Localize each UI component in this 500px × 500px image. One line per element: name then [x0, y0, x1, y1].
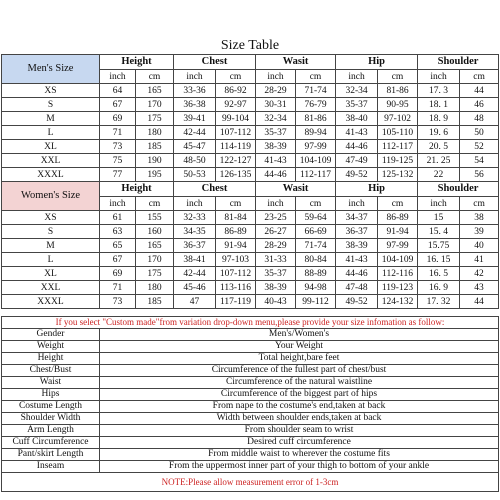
- size-row: [2, 98, 499, 112]
- size-cell: 36-38: [174, 98, 216, 112]
- size-row: [2, 112, 499, 126]
- unit-label: inch: [174, 197, 216, 211]
- size-cell: 77: [100, 168, 136, 182]
- women-column-header: Height: [100, 182, 174, 197]
- size-cell: 52: [460, 140, 499, 154]
- measurement-row: [2, 341, 499, 353]
- unit-label: inch: [174, 70, 216, 84]
- size-cell: 16. 15: [418, 253, 460, 267]
- size-cell: 38-41: [174, 253, 216, 267]
- size-cell: 28-29: [256, 239, 296, 253]
- size-cell: 104-109: [296, 154, 336, 168]
- size-cell: 38-39: [256, 140, 296, 154]
- note-row: [2, 473, 499, 492]
- unit-label: inch: [418, 70, 460, 84]
- measurement-description: From the uppermost inner part of your thigh to bottom of your ankle: [100, 461, 499, 473]
- size-cell: 73: [100, 140, 136, 154]
- size-row: [2, 168, 499, 182]
- size-cell: 99-112: [296, 295, 336, 309]
- size-cell: 71-74: [296, 84, 336, 98]
- size-cell: 175: [136, 267, 174, 281]
- size-cell: 22: [418, 168, 460, 182]
- measurement-name: Pant/skirt Length: [2, 449, 100, 461]
- size-cell: 61: [100, 211, 136, 225]
- size-cell: 112-117: [378, 140, 418, 154]
- size-cell: 94-98: [296, 281, 336, 295]
- size-cell: 69: [100, 112, 136, 126]
- size-cell: 35-37: [256, 267, 296, 281]
- size-cell: 47: [174, 295, 216, 309]
- men-column-header: Height: [100, 55, 174, 70]
- unit-label: cm: [216, 197, 256, 211]
- size-cell: 38-40: [336, 112, 378, 126]
- measurement-guide-table: [1, 316, 499, 492]
- size-cell: 117-119: [216, 295, 256, 309]
- size-cell: 69: [100, 267, 136, 281]
- page-title: Size Table: [220, 38, 280, 53]
- size-cell: 180: [136, 126, 174, 140]
- size-cell: 170: [136, 253, 174, 267]
- measurement-note: NOTE:Please allow measurement error of 1-3cm: [2, 473, 499, 492]
- measurement-description: Men's/Women's: [100, 329, 499, 341]
- size-name: XL: [2, 140, 100, 154]
- unit-label: inch: [100, 197, 136, 211]
- measurement-description: From shoulder seam to wrist: [100, 425, 499, 437]
- size-cell: 91-94: [378, 225, 418, 239]
- size-cell: 113-116: [216, 281, 256, 295]
- measurement-name: Waist: [2, 377, 100, 389]
- size-name: S: [2, 225, 100, 239]
- measurement-description: Width between shoulder ends,taken at back: [100, 413, 499, 425]
- size-cell: 112-116: [378, 267, 418, 281]
- unit-label: cm: [216, 70, 256, 84]
- size-cell: 44-46: [336, 140, 378, 154]
- size-cell: 190: [136, 154, 174, 168]
- size-cell: 97-102: [378, 112, 418, 126]
- size-cell: 46: [460, 98, 499, 112]
- measurement-row: [2, 377, 499, 389]
- size-cell: 48: [460, 112, 499, 126]
- measurement-name: Shoulder Width: [2, 413, 100, 425]
- size-cell: 33-36: [174, 84, 216, 98]
- women-column-header: Shoulder: [418, 182, 499, 197]
- size-cell: 165: [136, 84, 174, 98]
- size-cell: 107-112: [216, 267, 256, 281]
- measurement-row: [2, 461, 499, 473]
- women-size-label: Women's Size: [2, 182, 100, 211]
- size-cell: 39: [460, 225, 499, 239]
- size-cell: 19. 6: [418, 126, 460, 140]
- size-cell: 38: [460, 211, 499, 225]
- size-cell: 124-132: [378, 295, 418, 309]
- measurement-name: Chest/Bust: [2, 365, 100, 377]
- measurement-row: [2, 449, 499, 461]
- measurement-row: [2, 425, 499, 437]
- size-cell: 16. 9: [418, 281, 460, 295]
- size-cell: 48-50: [174, 154, 216, 168]
- women-column-header: Chest: [174, 182, 256, 197]
- size-cell: 34-35: [174, 225, 216, 239]
- measurement-description: Total height,bare feet: [100, 353, 499, 365]
- size-cell: 44: [460, 295, 499, 309]
- women-column-header: Hip: [336, 182, 418, 197]
- size-name: M: [2, 112, 100, 126]
- size-cell: 50: [460, 126, 499, 140]
- size-cell: 81-86: [296, 112, 336, 126]
- size-name: XXL: [2, 154, 100, 168]
- measurement-row: [2, 329, 499, 341]
- unit-label: cm: [460, 70, 499, 84]
- size-cell: 67: [100, 253, 136, 267]
- size-row: [2, 295, 499, 309]
- size-cell: 160: [136, 225, 174, 239]
- size-cell: 20. 5: [418, 140, 460, 154]
- size-cell: 30-31: [256, 98, 296, 112]
- size-cell: 23-25: [256, 211, 296, 225]
- size-cell: 89-94: [296, 126, 336, 140]
- men-column-header: Wasit: [256, 55, 336, 70]
- size-cell: 15.75: [418, 239, 460, 253]
- size-cell: 76-79: [296, 98, 336, 112]
- size-cell: 45-46: [174, 281, 216, 295]
- size-cell: 35-37: [336, 98, 378, 112]
- size-cell: 16. 5: [418, 267, 460, 281]
- size-cell: 45-47: [174, 140, 216, 154]
- size-cell: 125-132: [378, 168, 418, 182]
- measurement-name: Hips: [2, 389, 100, 401]
- size-cell: 49-52: [336, 295, 378, 309]
- measurement-description: Desired cuff circumference: [100, 437, 499, 449]
- measurement-description: From nape to the costume's end,taken at back: [100, 401, 499, 413]
- size-cell: 17. 3: [418, 84, 460, 98]
- size-cell: 59-64: [296, 211, 336, 225]
- size-cell: 56: [460, 168, 499, 182]
- size-cell: 49-52: [336, 168, 378, 182]
- size-cell: 31-33: [256, 253, 296, 267]
- size-cell: 41-43: [336, 126, 378, 140]
- size-cell: 119-123: [378, 281, 418, 295]
- size-cell: 86-92: [216, 84, 256, 98]
- unit-label: cm: [378, 197, 418, 211]
- size-cell: 104-109: [378, 253, 418, 267]
- size-row: [2, 154, 499, 168]
- size-cell: 40: [460, 239, 499, 253]
- size-name: XS: [2, 211, 100, 225]
- size-cell: 122-127: [216, 154, 256, 168]
- size-cell: 88-89: [296, 267, 336, 281]
- size-cell: 41-43: [336, 253, 378, 267]
- size-cell: 34-37: [336, 211, 378, 225]
- size-cell: 44-46: [256, 168, 296, 182]
- size-cell: 17. 32: [418, 295, 460, 309]
- size-cell: 126-135: [216, 168, 256, 182]
- size-cell: 155: [136, 211, 174, 225]
- unit-label: inch: [256, 197, 296, 211]
- unit-label: cm: [136, 197, 174, 211]
- size-row: [2, 267, 499, 281]
- measurement-row: [2, 389, 499, 401]
- custom-notice-row: [2, 317, 499, 329]
- measurement-name: Costume Length: [2, 401, 100, 413]
- size-cell: 44: [460, 84, 499, 98]
- measurement-name: Arm Length: [2, 425, 100, 437]
- size-cell: 50-53: [174, 168, 216, 182]
- size-row: [2, 140, 499, 154]
- size-row: [2, 225, 499, 239]
- size-cell: 15: [418, 211, 460, 225]
- size-cell: 71: [100, 281, 136, 295]
- size-cell: 41: [460, 253, 499, 267]
- size-cell: 36-37: [336, 225, 378, 239]
- size-cell: 38-39: [256, 281, 296, 295]
- size-name: XXL: [2, 281, 100, 295]
- size-cell: 91-94: [216, 239, 256, 253]
- size-cell: 71: [100, 126, 136, 140]
- size-name: XL: [2, 267, 100, 281]
- women-column-header: Wasit: [256, 182, 336, 197]
- size-cell: 195: [136, 168, 174, 182]
- men-column-header: Hip: [336, 55, 418, 70]
- size-cell: 54: [460, 154, 499, 168]
- women-header-row: [2, 182, 499, 197]
- size-cell: 80-84: [296, 253, 336, 267]
- size-cell: 32-33: [174, 211, 216, 225]
- size-cell: 112-117: [296, 168, 336, 182]
- size-cell: 107-112: [216, 126, 256, 140]
- unit-label: cm: [378, 70, 418, 84]
- size-cell: 44-46: [336, 267, 378, 281]
- measurement-description: Your Weight: [100, 341, 499, 353]
- size-cell: 97-99: [378, 239, 418, 253]
- size-name: M: [2, 239, 100, 253]
- measurement-row: [2, 401, 499, 413]
- measurement-name: Weight: [2, 341, 100, 353]
- size-cell: 39-41: [174, 112, 216, 126]
- size-cell: 42: [460, 267, 499, 281]
- size-cell: 64: [100, 84, 136, 98]
- measurement-name: Inseam: [2, 461, 100, 473]
- size-cell: 38-39: [336, 239, 378, 253]
- size-cell: 40-43: [256, 295, 296, 309]
- size-cell: 18. 9: [418, 112, 460, 126]
- size-cell: 86-89: [378, 211, 418, 225]
- custom-notice: If you select "Custom made"from variation drop-down menu,please provide your size infomation as follow:: [2, 317, 499, 329]
- measurement-description: From middle waist to wherever the costume fits: [100, 449, 499, 461]
- size-cell: 180: [136, 281, 174, 295]
- size-cell: 75: [100, 154, 136, 168]
- size-cell: 81-86: [378, 84, 418, 98]
- measurement-name: Cuff Circumference: [2, 437, 100, 449]
- size-cell: 47-49: [336, 154, 378, 168]
- men-column-header: Chest: [174, 55, 256, 70]
- size-row: [2, 281, 499, 295]
- measurement-description: Circumference of the biggest part of hips: [100, 389, 499, 401]
- measurement-row: [2, 353, 499, 365]
- size-cell: 105-110: [378, 126, 418, 140]
- size-row: [2, 126, 499, 140]
- size-name: XS: [2, 84, 100, 98]
- size-cell: 71-74: [296, 239, 336, 253]
- size-table: [1, 54, 499, 309]
- size-row: [2, 239, 499, 253]
- men-size-label: Men's Size: [2, 55, 100, 84]
- size-cell: 41-43: [256, 154, 296, 168]
- size-cell: 21. 25: [418, 154, 460, 168]
- size-cell: 65: [100, 239, 136, 253]
- size-row: [2, 84, 499, 98]
- size-cell: 15. 4: [418, 225, 460, 239]
- measurement-description: Circumference of the natural waistline: [100, 377, 499, 389]
- size-name: XXXL: [2, 168, 100, 182]
- measurement-description: Circumference of the fullest part of chest/bust: [100, 365, 499, 377]
- unit-label: cm: [296, 70, 336, 84]
- size-cell: 114-119: [216, 140, 256, 154]
- size-cell: 28-29: [256, 84, 296, 98]
- size-cell: 165: [136, 239, 174, 253]
- measurement-row: [2, 437, 499, 449]
- size-cell: 119-125: [378, 154, 418, 168]
- size-cell: 185: [136, 295, 174, 309]
- size-name: L: [2, 253, 100, 267]
- men-header-row: [2, 55, 499, 70]
- size-cell: 99-104: [216, 112, 256, 126]
- size-cell: 35-37: [256, 126, 296, 140]
- size-cell: 42-44: [174, 267, 216, 281]
- size-cell: 170: [136, 98, 174, 112]
- size-cell: 43: [460, 281, 499, 295]
- men-column-header: Shoulder: [418, 55, 499, 70]
- size-cell: 63: [100, 225, 136, 239]
- measurement-row: [2, 365, 499, 377]
- measurement-name: Gender: [2, 329, 100, 341]
- size-row: [2, 211, 499, 225]
- unit-label: inch: [100, 70, 136, 84]
- size-cell: 185: [136, 140, 174, 154]
- size-cell: 81-84: [216, 211, 256, 225]
- size-cell: 67: [100, 98, 136, 112]
- size-cell: 32-34: [256, 112, 296, 126]
- size-cell: 97-103: [216, 253, 256, 267]
- size-cell: 66-69: [296, 225, 336, 239]
- size-name: L: [2, 126, 100, 140]
- measurement-row: [2, 413, 499, 425]
- unit-label: inch: [256, 70, 296, 84]
- size-name: S: [2, 98, 100, 112]
- size-cell: 47-48: [336, 281, 378, 295]
- size-name: XXXL: [2, 295, 100, 309]
- unit-label: cm: [136, 70, 174, 84]
- size-cell: 175: [136, 112, 174, 126]
- unit-label: cm: [460, 197, 499, 211]
- size-cell: 92-97: [216, 98, 256, 112]
- unit-label: inch: [418, 197, 460, 211]
- size-cell: 26-27: [256, 225, 296, 239]
- measurement-name: Height: [2, 353, 100, 365]
- size-cell: 18. 1: [418, 98, 460, 112]
- size-cell: 32-34: [336, 84, 378, 98]
- size-cell: 97-99: [296, 140, 336, 154]
- size-cell: 36-37: [174, 239, 216, 253]
- unit-label: inch: [336, 70, 378, 84]
- unit-label: cm: [296, 197, 336, 211]
- size-cell: 42-44: [174, 126, 216, 140]
- size-cell: 73: [100, 295, 136, 309]
- size-cell: 90-95: [378, 98, 418, 112]
- size-cell: 86-89: [216, 225, 256, 239]
- size-row: [2, 253, 499, 267]
- unit-label: inch: [336, 197, 378, 211]
